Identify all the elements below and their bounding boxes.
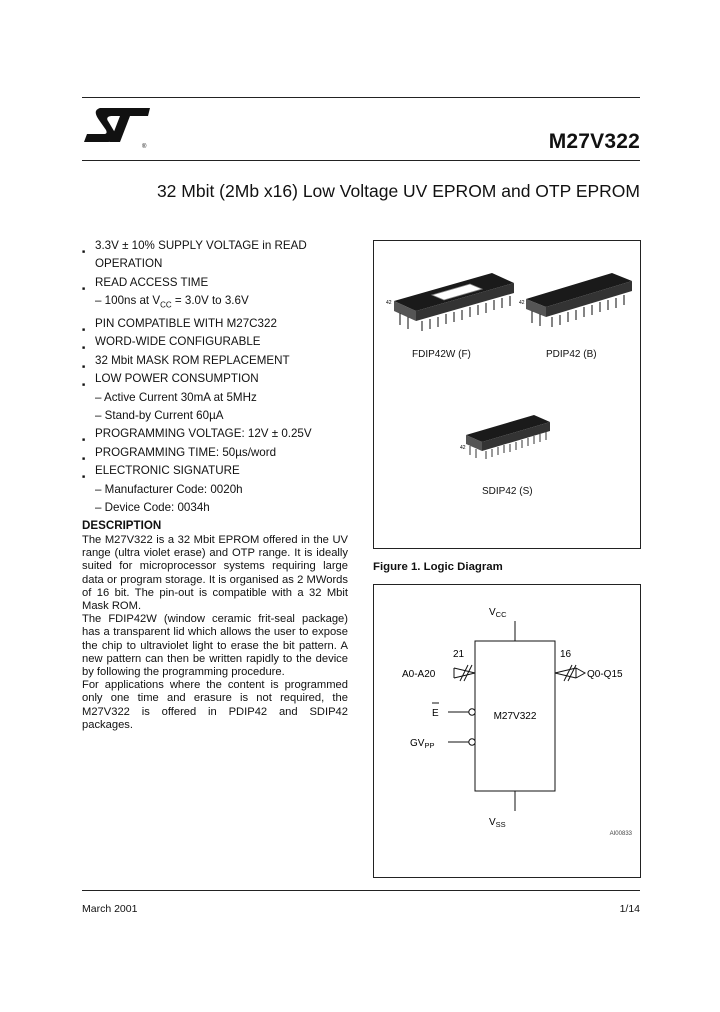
- enable-label: E: [432, 708, 439, 719]
- logic-diagram: [374, 585, 640, 877]
- pdip42-label: PDIP42 (B): [546, 349, 597, 360]
- feature-item: ■ READ ACCESS TIME: [82, 275, 209, 292]
- figure-reference: AI00833: [609, 831, 632, 837]
- header-rule: [82, 160, 640, 161]
- gvpp-bubble: [469, 739, 475, 745]
- gvpp-label: $GV_{PP}$: [410, 738, 435, 750]
- enable-bubble: [469, 709, 475, 715]
- feature-text: LOW POWER CONSUMPTION: [95, 372, 259, 386]
- data-count: 16: [560, 649, 572, 660]
- document-title: 32 Mbit (2Mb x16) Low Voltage UV EPROM and OTP EPROM: [156, 181, 640, 201]
- feature-subtext: Stand-by Current 60µA: [104, 408, 224, 422]
- feature-subitem: – 100ns at $V_{CC} = 3.0V$ to 3.6V: [95, 294, 249, 310]
- footer-date: March 2001: [82, 903, 138, 915]
- pin1-mark: 42: [386, 300, 392, 306]
- st-logo: [82, 104, 152, 150]
- feature-subitem: – Stand-by Current 60µA: [95, 408, 224, 422]
- feature-item: ■ LOW POWER CONSUMPTION: [82, 372, 259, 389]
- feature-subitem: – Active Current 30mA at 5MHz: [95, 390, 257, 404]
- footer-rule: [82, 890, 640, 891]
- feature-subtext: Manufacturer Code: 0020h: [104, 482, 243, 496]
- logic-diagram-box: [373, 584, 641, 878]
- feature-subitem: – Manufacturer Code: 0020h: [95, 482, 243, 496]
- pdip42-chip-image: [526, 273, 632, 327]
- feature-item: ■ PROGRAMMING TIME: 50µs/word: [82, 445, 277, 462]
- figure-title: Figure 1. Logic Diagram: [373, 561, 503, 573]
- fdip42w-chip-image: [394, 273, 514, 331]
- feature-item: ■ 3.3V ± 10% SUPPLY VOLTAGE in READ OPERATION: [82, 239, 307, 271]
- fdip42w-label: FDIP42W (F): [412, 349, 471, 360]
- description-paragraph: The M27V322 is a 32 Mbit EPROM offered in the UV range (ultra violet erase) and OTP range. It is ideally suited for microprocessor systems requiring large data or program storage. It is organised as 2 MWords of 16 bit. The pin-out is compatible with a 32 Mbit Mask ROM.: [82, 534, 348, 613]
- feature-subtext: Active Current 30mA at 5MHz: [104, 390, 257, 404]
- description-body: [82, 534, 348, 732]
- feature-subitem: – Device Code: 0034h: [95, 501, 210, 514]
- package-illustrations: [374, 241, 640, 548]
- description-paragraph: The FDIP42W (window ceramic frit-seal package) has a transparent lid which allows the user to expose the chip to ultraviolet light to erase the bit pattern. A new pattern can then be written rapidly to the device by following the programming procedure.: [82, 613, 348, 679]
- feature-text: PROGRAMMING TIME: 50µs/word: [95, 445, 277, 459]
- top-rule: [82, 97, 640, 98]
- feature-item: ■ WORD-WIDE CONFIGURABLE: [82, 335, 261, 352]
- feature-list: [82, 237, 362, 517]
- vcc-label: $V_{CC}$: [489, 607, 507, 619]
- data-label: Q0-Q15: [587, 669, 623, 680]
- vss-label: $V_{SS}$: [489, 817, 506, 829]
- feature-subtext: Device Code: 0034h: [104, 501, 210, 514]
- svg-text:®: ®: [142, 144, 147, 150]
- pin1-mark: 42: [519, 300, 525, 306]
- feature-item: ■ PROGRAMMING VOLTAGE: 12V ± 0.25V: [82, 427, 312, 444]
- data-bus-arrow: [555, 665, 585, 681]
- feature-item: ■ PIN COMPATIBLE WITH M27C322: [82, 316, 277, 333]
- feature-text: 32 Mbit MASK ROM REPLACEMENT: [95, 353, 290, 367]
- address-count: 21: [453, 649, 465, 660]
- description-heading: DESCRIPTION: [82, 519, 162, 532]
- feature-text: ELECTRONIC SIGNATURE: [95, 464, 240, 478]
- address-bus-arrow: [454, 665, 475, 681]
- sdip42-label: SDIP42 (S): [482, 486, 533, 497]
- feature-text: PROGRAMMING VOLTAGE: 12V ± 0.25V: [95, 427, 312, 441]
- feature-item: ■ 32 Mbit MASK ROM REPLACEMENT: [82, 353, 290, 370]
- pin1-mark: 42: [460, 445, 466, 451]
- feature-text: PIN COMPATIBLE WITH M27C322: [95, 316, 277, 330]
- feature-text: WORD-WIDE CONFIGURABLE: [95, 335, 261, 349]
- feature-text: 3.3V ± 10% SUPPLY VOLTAGE in READ OPERATION: [95, 239, 307, 271]
- part-number: M27V322: [548, 130, 640, 153]
- address-label: A0-A20: [402, 669, 436, 680]
- sdip42-chip-image: [466, 415, 550, 459]
- description-paragraph: For applications where the content is programmed only one time and erasure is not required, the M27V322 is offered in PDIP42 and SDIP42 packages.: [82, 679, 348, 731]
- page-number: 1/14: [619, 903, 640, 915]
- chip-label: M27V322: [493, 711, 537, 722]
- package-box: [373, 240, 641, 549]
- feature-item: ■ ELECTRONIC SIGNATURE: [82, 464, 240, 481]
- feature-text: READ ACCESS TIME: [95, 275, 209, 289]
